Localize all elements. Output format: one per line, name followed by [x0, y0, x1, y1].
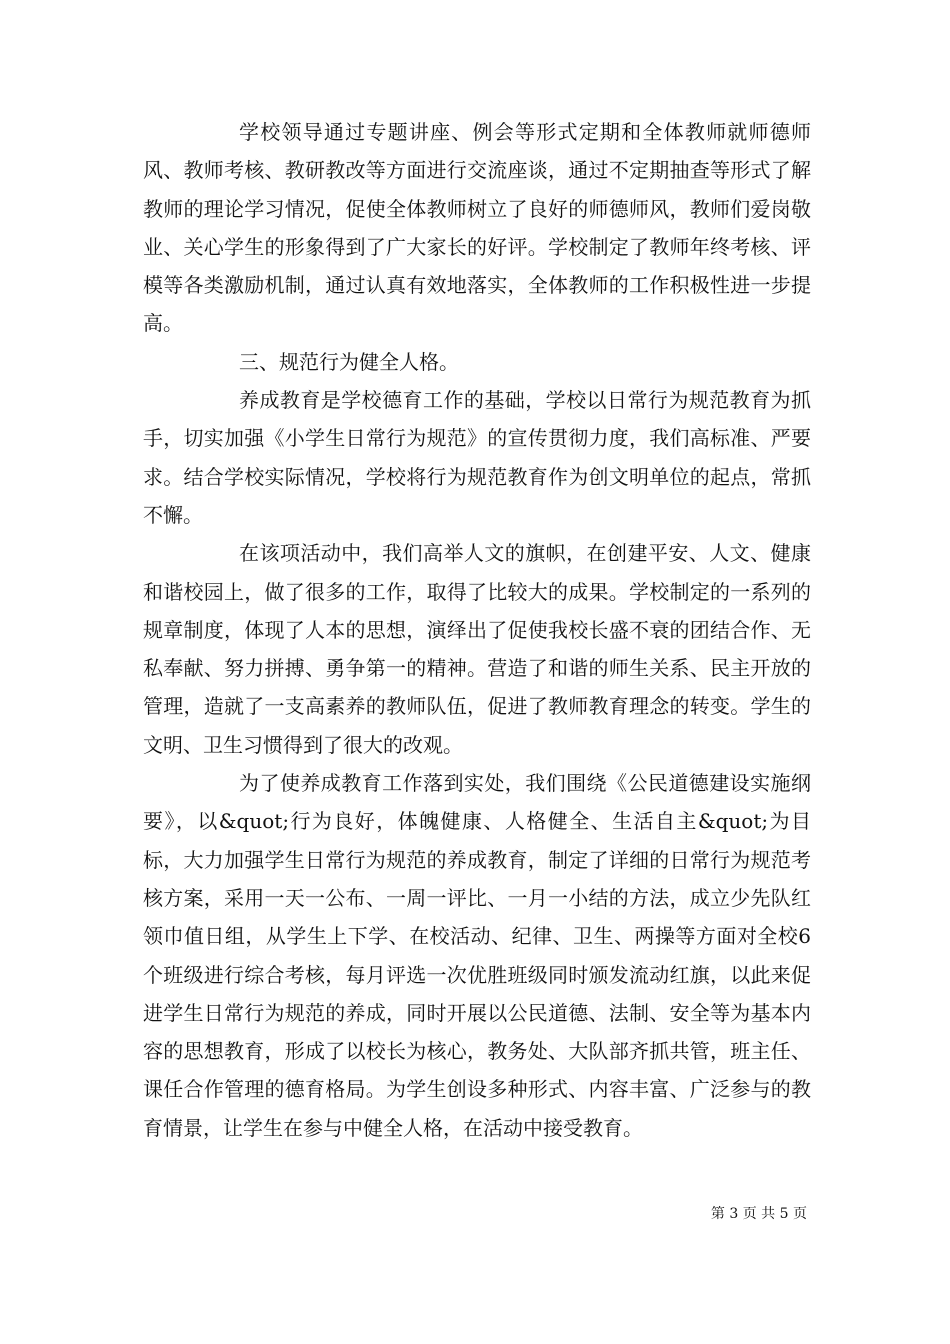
page-number-footer: 第 3 页 共 5 页 — [710, 1206, 807, 1222]
section-heading-behavior: 三、规范行为健全人格。 — [239, 349, 459, 374]
paragraph-teacher-ethics: 学校领导通过专题讲座、例会等形式定期和全体教师就师德师风、教师考核、教研教改等方面进行交流座谈，通过不定期抽查等形式了解教师的理论学习情况，促使全体教师树立了良好的师德师风，教师们爱岗敬业、关心学生的形象得到了广大家长的好评。学校制定了教师年终考核、评模等各类激励机制，通过认真有效地落实，全体教师的工作积极性进一步提高。 — [143, 120, 811, 336]
document-body — [143, 113, 811, 1147]
paragraph-habit-education: 养成教育是学校德育工作的基础，学校以日常行为规范教育为抓手，切实加强《小学生日常行为规范》的宣传贯彻力度，我们高标准、严要求。结合学校实际情况，学校将行为规范教育作为创文明单位的起点，常抓不懈。 — [143, 388, 811, 527]
paragraph-implementation: 为了使养成教育工作落到实处，我们围绕《公民道德建设实施纲要》，以&quot;行为良好，体魄健康、人格健全、生活自主&quot;为目标，大力加强学生日常行为规范的养成教育，制定了详细的日常行为规范考核方案，采用一天一公布、一周一评比、一月一小结的方法，成立少先队红领巾值日组，从学生上下学、在校活动、纪律、卫生、两操等方面对全校6个班级进行综合考核，每月评选一次优胜班级同时颁发流动红旗，以此来促进学生日常行为规范的养成，同时开展以公民道德、法制、安全等为基本内容的思想教育，形成了以校长为核心，教务处、大队部齐抓共管，班主任、课任合作管理的德育格局。为学生创设多种形式、内容丰富、广泛参与的教育情景，让学生在参与中健全人格，在活动中接受教育。 — [143, 771, 811, 1140]
paragraph-activity-results: 在该项活动中，我们高举人文的旗帜，在创建平安、人文、健康和谐校园上，做了很多的工作，取得了比较大的成果。学校制定的一系列的规章制度，体现了人本的思想，演绎出了促使我校长盛不衰的团结合作、无私奉献、努力拼搏、勇争第一的精神。营造了和谐的师生关系、民主开放的管理，造就了一支高素养的教师队伍，促进了教师教育理念的转变。学生的文明、卫生习惯得到了很大的改观。 — [143, 541, 811, 757]
